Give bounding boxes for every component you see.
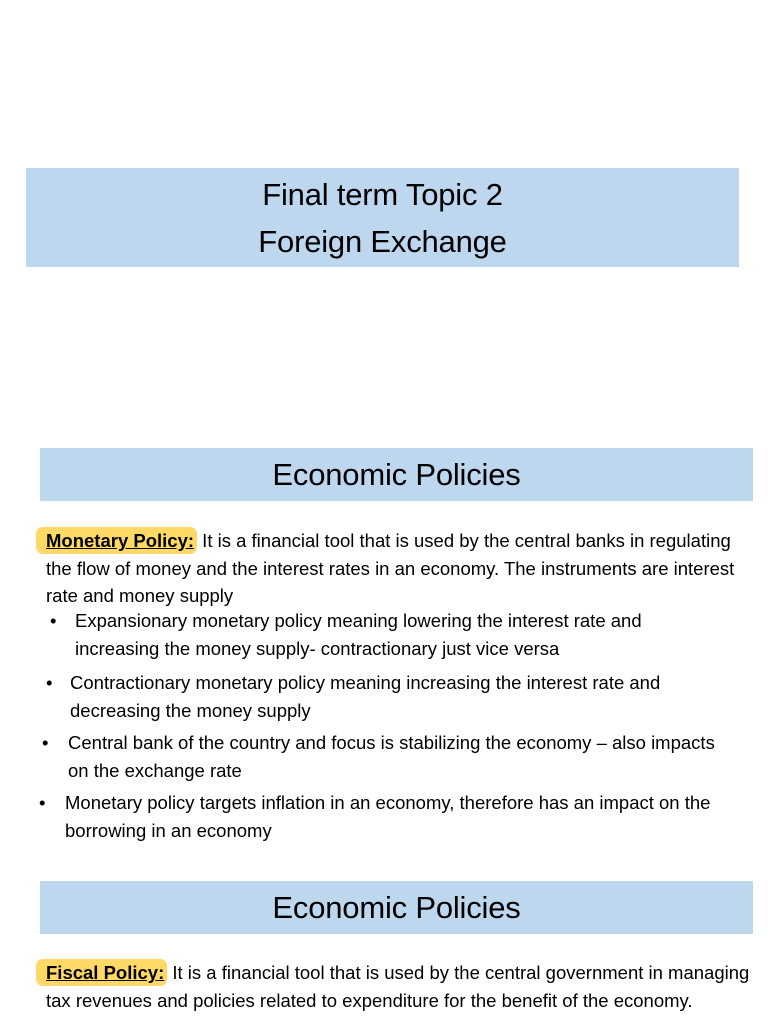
- monetary-policy-definition: It is a financial tool that is used by the central banks in regulating the flow of money and the interest rates in an economy. The instruments are interest rate and money supply: [46, 530, 735, 606]
- section-heading: Economic Policies: [272, 889, 521, 925]
- bullet-icon: •: [42, 732, 49, 753]
- title-banner: [26, 168, 739, 267]
- list-item: [42, 729, 732, 784]
- fiscal-policy-definition: It is a financial tool that is used by the central government in managing tax revenues and policies related to expenditure for the benefit of the economy.: [46, 962, 750, 1011]
- list-item-text: Expansionary monetary policy meaning lowering the interest rate and increasing the money supply- contractionary just vice versa: [75, 610, 642, 659]
- bullet-icon: •: [46, 672, 53, 693]
- section-heading-banner-fiscal: [40, 881, 753, 934]
- monetary-policy-paragraph: [46, 527, 750, 610]
- section-heading-banner-monetary: [40, 448, 753, 501]
- bullet-icon: •: [50, 610, 57, 631]
- list-item: [39, 789, 739, 844]
- fiscal-policy-paragraph: [46, 959, 750, 1014]
- list-item-text: Monetary policy targets inflation in an economy, therefore has an impact on the borrowing in an economy: [65, 792, 711, 841]
- list-item: [46, 669, 736, 724]
- title-line-2: Foreign Exchange: [258, 223, 507, 259]
- section-heading: Economic Policies: [272, 456, 521, 492]
- monetary-policy-term: Monetary Policy:: [36, 527, 197, 554]
- fiscal-policy-term: Fiscal Policy:: [36, 959, 167, 986]
- list-item: [50, 607, 730, 662]
- list-item-text: Contractionary monetary policy meaning increasing the interest rate and decreasing the money supply: [70, 672, 661, 721]
- list-item-text: Central bank of the country and focus is stabilizing the economy – also impacts on the exchange rate: [68, 732, 715, 781]
- bullet-icon: •: [39, 792, 46, 813]
- title-line-1: Final term Topic 2: [262, 176, 503, 212]
